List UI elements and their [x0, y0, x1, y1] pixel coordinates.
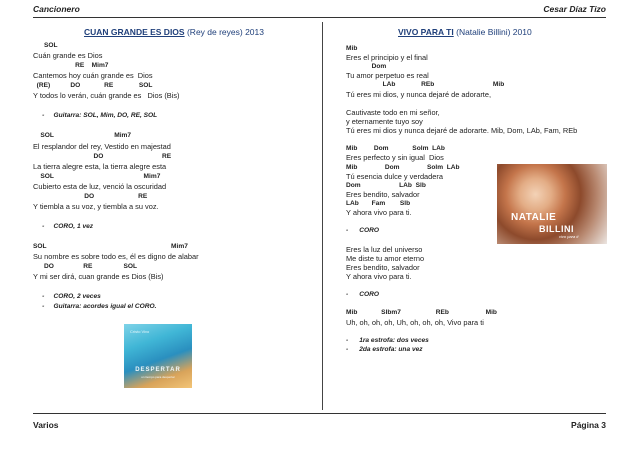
- chord-line: RE Mim7: [33, 62, 109, 70]
- lyric-line: Y tiembla a su voz, y tiembla a su voz.: [33, 201, 159, 211]
- page-header: [33, 4, 606, 17]
- lyric-line: El resplandor del rey, Vestido en majestad: [33, 141, 171, 151]
- lyric-line: Y mi ser dirá, cuan grande es Dios (Bis): [33, 272, 164, 282]
- instruction-line: - CORO: [346, 291, 379, 299]
- lyric-line: Cautivaste todo en mi señor,: [346, 107, 440, 117]
- chord-line: LAb REb Mib: [346, 81, 505, 89]
- chord-line: DO RE: [33, 152, 172, 160]
- lyric-line: Uh, oh, oh, oh, Uh, oh, oh, oh, Vivo para ti: [346, 317, 484, 327]
- album-artist-first: NATALIE: [511, 212, 557, 223]
- instruction-line: - CORO, 1 vez: [33, 222, 94, 230]
- left-title-text: CUAN GRANDE ES DIOS: [84, 27, 185, 37]
- lyric-line: Y todos lo verán, cuán grande es Dios (Bis): [33, 91, 180, 101]
- instruction-line: - Guitarra: acordes igual el CORO.: [33, 303, 157, 311]
- lyric-line: Y ahora vivo para ti.: [346, 272, 412, 281]
- chord-line: DO RE SOL: [33, 263, 138, 271]
- cd-name: DESPERTAR: [135, 367, 181, 373]
- chord-line: Mib Dom Solm LAb: [346, 145, 445, 153]
- instruction-line: - 1ra estrofa: dos veces: [346, 336, 429, 344]
- lyric-line: Tú eres mi dios y nunca dejaré de adorarte. Mib, Dom, LAb, Fam, REb: [346, 126, 578, 136]
- lyric-line: Cuán grande es Dios: [33, 51, 103, 61]
- chord-line: SOL: [33, 42, 58, 49]
- chord-line: Mib Dom Solm LAb: [346, 163, 460, 171]
- right-song-title: [398, 27, 532, 37]
- lyric-line: Tú eres mi dios, y nunca dejaré de adorarte,: [346, 89, 492, 99]
- left-title-author: (Rey de reyes) 2013: [186, 27, 264, 37]
- lyric-line: Cubierto esta de luz, venció la oscuridad: [33, 181, 167, 191]
- header-left: Cancionero: [33, 4, 80, 14]
- lyric-line: Eres el principio y el final: [346, 53, 428, 63]
- lyric-line: Eres perfecto y sin igual Dios: [346, 153, 444, 163]
- chord-line: SOL Mim7: [33, 132, 132, 140]
- chord-line: SOL Mim7: [33, 172, 161, 180]
- lyric-line: Me diste tu amor eterno: [346, 253, 425, 263]
- lyric-line: Su nombre es sobre todo es, él es digno de alabar: [33, 252, 199, 262]
- instruction-line: - Guitarra: SOL, Mim, DO, RE, SOL: [33, 112, 158, 120]
- lyric-line: La tierra alegre esta, la tierra alegre esta: [33, 161, 167, 171]
- chord-line: (RE) DO RE SOL: [33, 82, 153, 90]
- lyric-line: y eternamente tuyo soy: [346, 116, 423, 126]
- lyric-line: Eres bendito, salvador: [346, 189, 420, 199]
- chord-line: LAb Fam Slb: [346, 200, 411, 208]
- cd-subtitle: un tiempo para despertar: [141, 375, 175, 379]
- album-cover-despertar: [124, 324, 192, 388]
- lyric-line: Eres bendito, salvador: [346, 262, 420, 272]
- cd-small-text: Cristo Vivo: [130, 329, 150, 334]
- lyric-line: Eres la luz del universo: [346, 244, 423, 254]
- footer-left: Varios: [33, 420, 59, 430]
- right-title-author: (Natalie Billini) 2010: [456, 27, 532, 37]
- lyric-line: Y ahora vivo para ti.: [346, 208, 412, 218]
- lyric-line: Tú esencia dulce y verdadera: [346, 171, 443, 181]
- left-song-title: [84, 27, 264, 37]
- album-subtitle: vivo para ti: [559, 234, 579, 239]
- instruction-line: - 2da estrofa: una vez: [346, 345, 423, 353]
- lyric-line: Tu amor perpetuo es real: [346, 71, 429, 81]
- instruction-line: - CORO, 2 veces: [33, 293, 101, 301]
- chord-line: SOL Mim7: [33, 243, 188, 250]
- chord-line: DO RE: [33, 192, 148, 200]
- footer-right: Página 3: [571, 420, 606, 430]
- chord-line: Dom: [346, 63, 387, 71]
- right-title-text: VIVO PARA TI: [398, 27, 454, 37]
- column-divider: [322, 22, 323, 410]
- chord-line: Dom LAb Slb: [346, 181, 426, 189]
- instruction-line: - CORO: [346, 227, 379, 235]
- chord-line: Mib: [346, 45, 358, 52]
- header-divider: [33, 17, 606, 18]
- lyric-line: Cantemos hoy cuán grande es Dios: [33, 71, 153, 81]
- footer-divider: [33, 413, 606, 414]
- album-artist-last: BILLINI: [539, 224, 574, 234]
- album-cover-natalie-billini: [497, 164, 607, 244]
- header-right: Cesar Díaz Tizo: [543, 4, 606, 14]
- chord-line: Mib Slbm7 REb Mib: [346, 309, 497, 317]
